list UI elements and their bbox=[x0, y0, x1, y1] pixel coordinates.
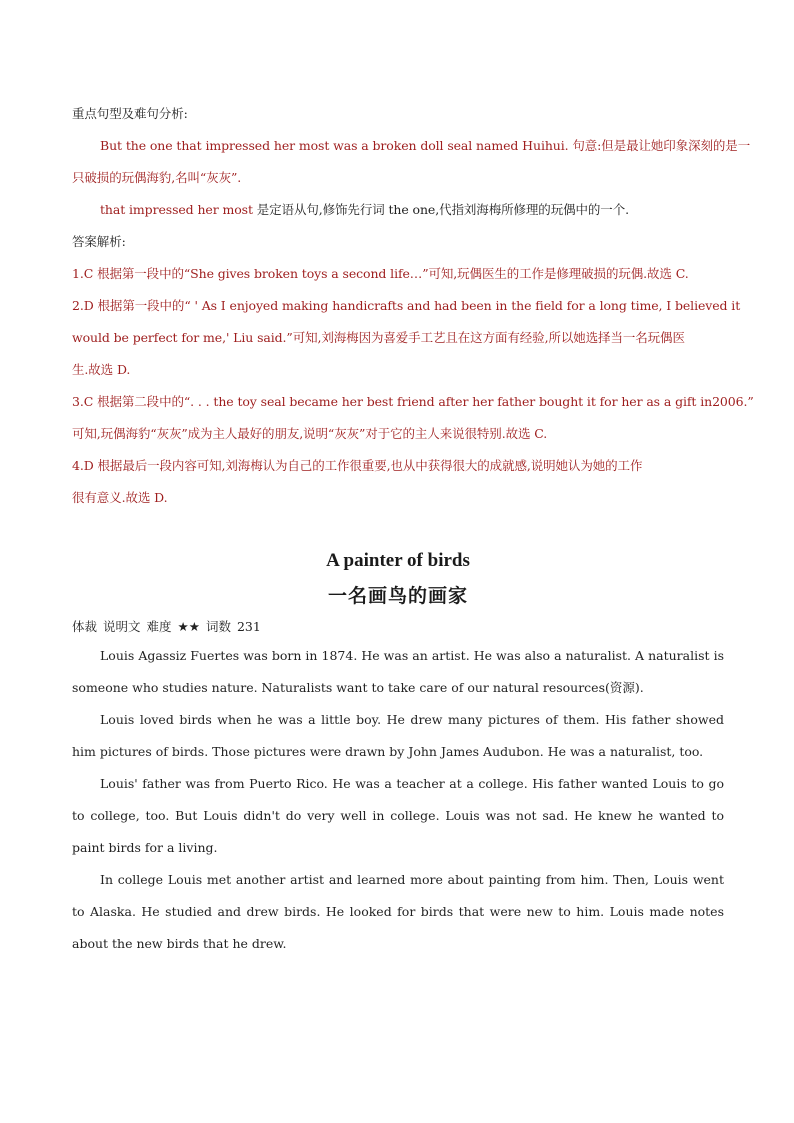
answer-2-line-3: 生.故选 D. bbox=[72, 362, 131, 377]
article-paragraph-2: Louis loved birds when he was a little boy. He drew many pictures of them. His father showed him pictures of birds. Those pictures were drawn by John James Audubon. He was a naturalist, too. bbox=[72, 712, 724, 759]
grammar-note-en: that impressed her most bbox=[100, 202, 253, 217]
answer-4-line-1: 4.D 根据最后一段内容可知,刘海梅认为自己的工作很重要,也从中获得很大的成就感,说明她认为她的工作 bbox=[72, 458, 643, 473]
answer-2-line-2: would be perfect for me,' Liu said.”可知,刘海梅因为喜爱手工艺且在这方面有经验,所以她选择当一名玩偶医 bbox=[72, 330, 685, 345]
article-paragraph-3: Louis' father was from Puerto Rico. He was a teacher at a college. His father wanted Louis to go to college, too. But Louis didn't do very well in college. Louis was not sad. He knew he wanted to paint birds for a living. bbox=[72, 776, 724, 855]
wordcount-value: 231 bbox=[236, 619, 261, 634]
article-title-en: A painter of birds bbox=[326, 550, 470, 571]
grammar-note bbox=[72, 194, 724, 226]
difficulty-stars: ★★ bbox=[177, 619, 200, 634]
analysis-heading: 重点句型及难句分析: bbox=[72, 106, 188, 121]
answer-4-line-2: 很有意义.故选 D. bbox=[72, 490, 168, 505]
key-sentence-line-2: 只破损的玩偶海豹,名叫“灰灰”. bbox=[72, 170, 242, 185]
document-page bbox=[72, 98, 754, 960]
answer-3-line-2: 可知,玩偶海豹“灰灰”成为主人最好的朋友,说明“灰灰”对于它的主人来说很特别.故选 C. bbox=[72, 426, 548, 441]
genre-label: 体裁 bbox=[72, 619, 98, 634]
answer-3-line-1: 3.C 根据第二段中的“. . . the toy seal became her best friend after her father bought it for her as a gift in2006.” bbox=[72, 394, 754, 409]
article-paragraph-1: Louis Agassiz Fuertes was born in 1874. He was an artist. He was also a naturalist. A naturalist is someone who studies nature. Naturalists want to take care of our natural resources(资源). bbox=[72, 648, 724, 695]
key-sentence-line-1: But the one that impressed her most was a broken doll seal named Huihui. 句意:但是最让她印象深刻的是一 bbox=[100, 138, 751, 153]
answer-2-line-1: 2.D 根据第一段中的“ ' As I enjoyed making handicrafts and had been in the field for a long time, I believed it bbox=[72, 298, 741, 313]
article-paragraph-4: In college Louis met another artist and learned more about painting from him. Then, Louis went to Alaska. He studied and drew birds. He looked for birds that were new to him. Louis made notes about the new birds that he drew. bbox=[72, 872, 724, 951]
article-title-zh: 一名画鸟的画家 bbox=[327, 585, 468, 607]
answer-1: 1.C 根据第一段中的“She gives broken toys a second life…”可知,玩偶医生的工作是修理破损的玩偶.故选 C. bbox=[72, 266, 689, 281]
difficulty-label: 难度 bbox=[146, 619, 172, 634]
wordcount-label: 词数 bbox=[205, 619, 231, 634]
genre-value: 说明文 bbox=[103, 619, 141, 634]
answers-heading: 答案解析: bbox=[72, 234, 126, 249]
article-meta bbox=[72, 614, 724, 640]
grammar-note-zh: 是定语从句,修饰先行词 the one,代指刘海梅所修理的玩偶中的一个. bbox=[252, 202, 629, 217]
